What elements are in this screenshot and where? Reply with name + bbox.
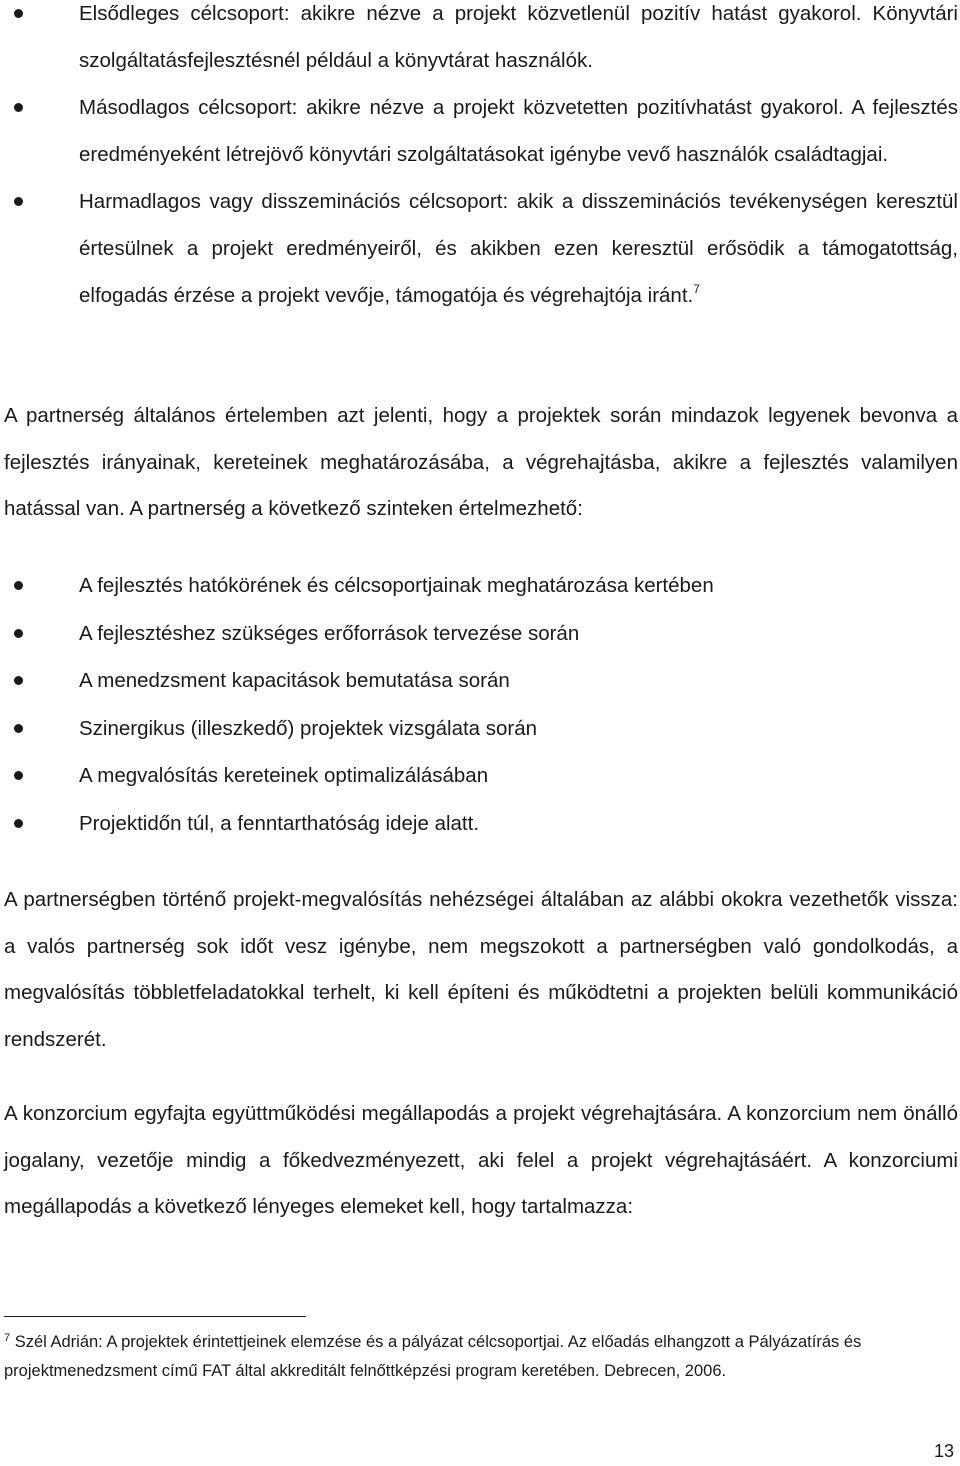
partnership-levels-list [0, 562, 960, 847]
list-item [0, 178, 960, 319]
paragraph-difficulties: A partnerségben történő projekt-megvalósítás nehézségei általában az alábbi okokra vezethetők vissza: a valós partnerség sok időt vesz igénybe, nem megszokott a partnerségben való gondolkodás, a megvalósítás többletfeladatokkal terhelt, ki kell építeni és működtetni a projekten belüli kommunikáció rendszerét. [4, 888, 958, 1051]
list-item-text: Harmadlagos vagy disszeminációs célcsoport: akik a disszeminációs tevékenységen keresztül értesülnek a projekt eredményeiről, és akikben ezen keresztül erősödik a támogatottság, elfogadás érzése a projekt vevője, támogatója és végrehajtója iránt. [79, 190, 958, 307]
list-item-text: A fejlesztés hatókörének és célcsoportjainak meghatározása kertében [79, 574, 714, 597]
list-item-text: Másodlagos célcsoport: akikre nézve a projekt közvetetten pozitívhatást gyakorol. A fejlesztés eredményeként létrejövő könyvtári szolgáltatásokat igénybe vevő használók családtagjai. [79, 96, 958, 166]
footnote [4, 1328, 954, 1386]
list-item-text: A megvalósítás kereteinek optimalizálásában [79, 764, 489, 787]
list-item-text: Szinergikus (illeszkedő) projektek vizsgálata során [79, 716, 538, 740]
list-item [0, 657, 960, 705]
list-item [0, 705, 960, 753]
paragraph-consortium: A konzorcium egyfajta együttműködési megállapodás a projekt végrehajtására. A konzorcium nem önálló jogalany, vezetője mindig a főkedvezményezett, aki felel a projekt végrehajtásáért. A konzorciumi megállapodás a következő lényeges elemeket kell, hogy tartalmazza: [4, 1102, 958, 1218]
page-number: 13 [933, 1441, 954, 1461]
bullet-icon [14, 581, 23, 590]
bullet-icon [14, 9, 23, 18]
bullet-icon [14, 676, 23, 685]
list-item-text: Elsődleges célcsoport: akikre nézve a projekt közvetlenül pozitív hatást gyakorol. Könyvtári szolgáltatásfejlesztésnél például a könyvtárat használók. [79, 2, 958, 72]
list-item [0, 800, 960, 848]
target-groups-list [0, 0, 960, 319]
bullet-icon [14, 103, 23, 112]
list-item [0, 84, 960, 178]
footnote-text: Szél Adrián: A projektek érintettjeinek elemzése és a pályázat célcsoportjai. Az előadás elhangzott a Pályázatírás és projektmenedzsment című FAT által akkreditált felnőttképzési program keretében. Debrecen, 2006. [4, 1333, 862, 1380]
bullet-icon [14, 629, 23, 638]
list-item [0, 610, 960, 658]
footnote-separator [4, 1316, 306, 1317]
footnote-number: 7 [4, 1332, 11, 1344]
list-item-text: A menedzsment kapacitások bemutatása során [79, 669, 510, 692]
bullet-icon [14, 771, 23, 780]
bullet-icon [14, 197, 23, 206]
list-item [0, 0, 960, 84]
list-item-text: Projektidőn túl, a fenntarthatóság ideje alatt. [79, 811, 480, 835]
list-item-text: A fejlesztéshez szükséges erőforrások tervezése során [79, 621, 580, 645]
bullet-icon [14, 819, 23, 828]
footnote-reference: 7 [693, 282, 700, 296]
bullet-icon [14, 724, 23, 733]
paragraph-partnership: A partnerség általános értelemben azt jelenti, hogy a projektek során mindazok legyenek bevonva a fejlesztés irányainak, kereteinek meghatározásába, a végrehajtásba, akikre a fejlesztés valamilyen hatással van. A partnerség a következő szinteken értelmezhető: [4, 404, 958, 520]
list-item [0, 752, 960, 800]
list-item [0, 562, 960, 610]
